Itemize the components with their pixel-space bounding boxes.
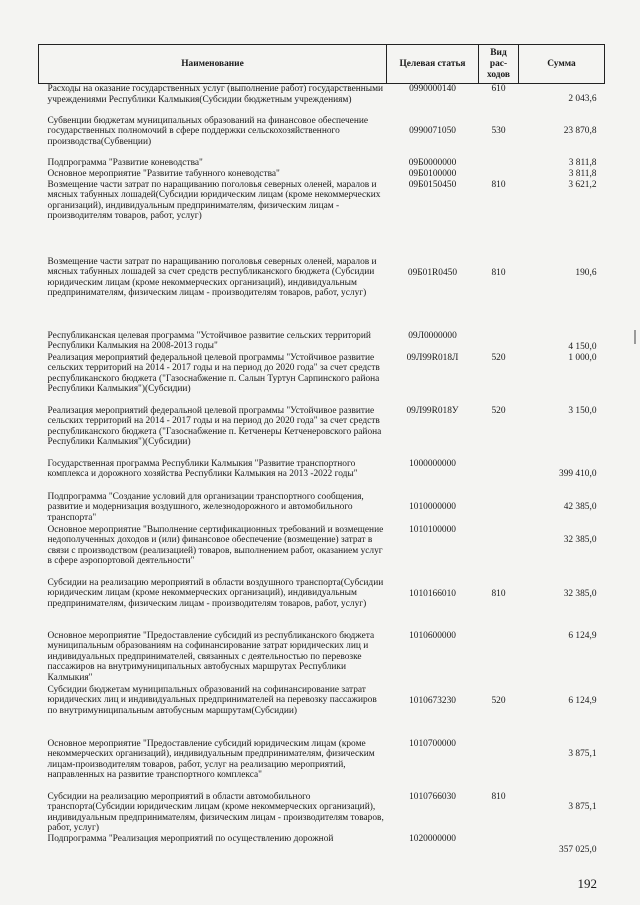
budget-table xyxy=(38,44,605,856)
table-row xyxy=(39,353,605,406)
row-vid xyxy=(479,158,519,169)
row-code: 1010700000 xyxy=(409,738,456,749)
table-row xyxy=(39,406,605,459)
row-code: 1010673230 xyxy=(409,695,456,706)
table-row xyxy=(39,739,605,792)
row-code: 09Б01R0450 xyxy=(407,267,458,278)
row-name: Республиканская целевая программа "Устойчивое развитие сельских территорий Республики Калмыкия на 2008-2013 годы" xyxy=(47,330,371,352)
row-name: Субсидии на реализацию мероприятий в области воздушного транспорта(Субсидии юридическим лицам (кроме некоммерческих организаций), индивидуальным предпринимателям, физическим лицам - производителям товаров, работ, услуг) xyxy=(47,577,384,609)
header-code: Целевая статья xyxy=(387,45,479,84)
table-body xyxy=(39,84,605,856)
row-name: Подпрограмма "Создание условий для организации транспортного сообщения, развитие и модернизация воздушного, железнодорожного и автомобильного транспорта" xyxy=(47,491,364,523)
row-vid: 810 xyxy=(491,791,506,802)
row-sum: 23 870,8 xyxy=(563,125,597,136)
row-sum: 3 150,0 xyxy=(568,405,597,416)
row-code: 09Б0150450 xyxy=(408,179,457,190)
table-row xyxy=(39,525,605,578)
row-sum: 3 811,8 xyxy=(568,157,597,168)
table-row xyxy=(39,257,605,331)
row-sum: 357 025,0 xyxy=(559,844,597,855)
row-code: 1010766030 xyxy=(409,791,456,802)
table-header xyxy=(39,45,605,84)
row-sum: 6 124,9 xyxy=(568,630,597,641)
row-code: 0990000140 xyxy=(409,84,456,94)
row-sum: 2 043,6 xyxy=(568,94,597,104)
row-vid xyxy=(479,331,519,353)
row-sum: 3 621,2 xyxy=(568,179,597,190)
table-row xyxy=(39,492,605,525)
row-name: Реализация мероприятий федеральной целевой программы "Устойчивое развитие сельских территорий на 2014 - 2017 годы и на период до 2020 года" за счет средств республиканского бюджета ("Газоснабжение п. Кетченеры Кетченеровского района Республики Калмыкия")(Субсидии) xyxy=(47,405,382,448)
row-code: 1020000000 xyxy=(409,833,456,844)
table-row xyxy=(39,331,605,353)
row-vid: 520 xyxy=(491,695,506,706)
row-sum: 32 385,0 xyxy=(563,588,597,599)
row-sum: 3 811,8 xyxy=(568,168,597,179)
row-code: 1000000000 xyxy=(409,458,456,469)
scan-edge-mark xyxy=(634,330,636,344)
row-code: 09Л0000000 xyxy=(408,330,457,341)
row-name: Основное мероприятие "Выполнение сертификационных требований и возмещение недополученных доходов и (или) финансовое обеспечение (возмещение) затрат в связи с производством (реализацией) товаров, выполнением работ, оказанием услуг в сфере аэропортовой деятельности" xyxy=(47,524,384,567)
row-code: 09Л99R018У xyxy=(406,405,459,416)
table-row xyxy=(39,116,605,158)
row-name: Реализация мероприятий федеральной целевой программы "Устойчивое развитие сельских территорий на 2014 - 2017 годы и на период до 2020 года" за счет средств республиканского бюджета ("Газоснабжение п. Салын Туртун Сарпинского района Республики Калмыкия")(Субсидии) xyxy=(47,352,380,395)
row-name: Государственная программа Республики Калмыкия "Развитие транспортного комплекса и дорожного хозяйства Республики Калмыкия на 2013 -2022 годы" xyxy=(47,458,358,480)
table-row xyxy=(39,792,605,834)
row-code: 0990071050 xyxy=(409,125,456,136)
row-vid: 530 xyxy=(491,125,506,136)
table-row xyxy=(39,169,605,180)
row-name: Основное мероприятие "Предоставление субсидий юридическим лицам (кроме некоммерческих организаций), индивидуальным предпринимателям, физическим лицам-производителям товаров, работ, услуг на реализацию мероприятий, направленных на развитие транспортного комплекса" xyxy=(47,738,375,781)
row-sum: 6 124,9 xyxy=(568,695,597,706)
row-sum: 399 410,0 xyxy=(559,468,597,479)
row-vid: 810 xyxy=(491,588,506,599)
row-vid xyxy=(479,459,519,492)
row-vid xyxy=(479,834,519,856)
header-vid xyxy=(479,45,519,84)
row-name: Расходы на оказание государственных услуг (выполнение работ) государственными учреждениями Республики Калмыкия(Субсидии бюджетным учреждениям) xyxy=(47,84,384,105)
row-code: 09Л99R018Л xyxy=(406,352,459,363)
row-name: Основное мероприятие "Предоставление субсидий из республиканского бюджета муниципальным образованиям на софинансирование затрат юридических лиц и индивидуальных предпринимателей, связанных с деятельностью по перевозке пассажиров на внутримуниципальных автобусных маршрутах Республики Калмыкия" xyxy=(47,630,375,683)
row-code: 1010166010 xyxy=(409,588,456,599)
row-name: Возмещение части затрат по наращиванию поголовья северных оленей, маралов и мясных табунных лошадей за счет средств республиканского бюджета (Субсидии юридическим лицам (кроме некоммерческих организаций), индивидуальным предпринимателям, физическим лицам - производителям товаров, работ, услуг) xyxy=(47,256,377,299)
row-sum: 4 150,0 xyxy=(568,341,597,352)
row-sum: 32 385,0 xyxy=(563,534,597,545)
header-vid-line: Вид xyxy=(490,47,507,58)
table-row xyxy=(39,834,605,856)
table-row xyxy=(39,685,605,739)
row-vid xyxy=(479,492,519,525)
row-vid xyxy=(479,739,519,792)
table-row xyxy=(39,578,605,631)
row-name: Субвенции бюджетам муниципальных образований на финансовое обеспечение государственных полномочий в сфере поддержки сельскохозяйственного производства(Субвенции) xyxy=(47,115,369,147)
table-row xyxy=(39,158,605,169)
row-name: Субсидии на реализацию мероприятий в области автомобильного транспорта(Субсидии юридическим лицам (кроме некоммерческих организаций), индивидуальным предпринимателям, физическим лицам - производителям товаров, работ, услуг) xyxy=(47,791,384,834)
row-code: 1010600000 xyxy=(409,630,456,641)
row-code: 09Б0100000 xyxy=(408,168,457,179)
row-name: Основное мероприятие "Развитие табунного коневодства" xyxy=(47,168,280,179)
header-vid-line: ходов xyxy=(486,69,510,80)
header-vid-line: рас- xyxy=(489,58,508,69)
row-name: Субсидии бюджетам муниципальных образований на софинансирование затрат юридических лиц и индивидуальных предпринимателей на перевозку пассажиров по внутримуниципальным автобусным маршрутам(Субсидии) xyxy=(47,684,377,716)
row-name: Возмещение части затрат по наращиванию поголовья северных оленей, маралов и мясных табунных лошадей(Субсидии юридическим лицам (кроме некоммерческих организаций), индивидуальным предпринимателям, физическим лицам - производителям товаров, работ, услуг) xyxy=(47,179,381,222)
page-number: 192 xyxy=(577,876,597,891)
table-row xyxy=(39,180,605,257)
row-vid: 520 xyxy=(491,405,506,416)
row-vid xyxy=(479,169,519,180)
row-code: 1010000000 xyxy=(409,501,456,512)
table-row xyxy=(39,84,605,116)
row-vid xyxy=(479,631,519,685)
row-vid: 810 xyxy=(491,179,506,190)
header-sum: Сумма xyxy=(519,45,605,84)
row-vid: 610 xyxy=(491,84,506,94)
row-vid: 810 xyxy=(491,267,506,278)
row-sum: 3 875,1 xyxy=(568,748,597,759)
row-code: 1010100000 xyxy=(409,524,456,535)
row-code: 09Б0000000 xyxy=(408,157,457,168)
row-sum: 1 000,0 xyxy=(568,352,597,363)
row-sum: 42 385,0 xyxy=(563,501,597,512)
table-row xyxy=(39,631,605,685)
row-name: Подпрограмма "Развитие коневодства" xyxy=(47,157,203,168)
header-name: Наименование xyxy=(39,45,387,84)
row-vid xyxy=(479,525,519,578)
table-row xyxy=(39,459,605,492)
row-vid: 520 xyxy=(491,352,506,363)
row-sum: 190,6 xyxy=(575,267,597,278)
row-sum: 3 875,1 xyxy=(568,801,597,812)
row-name: Подпрограмма "Реализация мероприятий по осуществлению дорожной xyxy=(47,833,334,844)
